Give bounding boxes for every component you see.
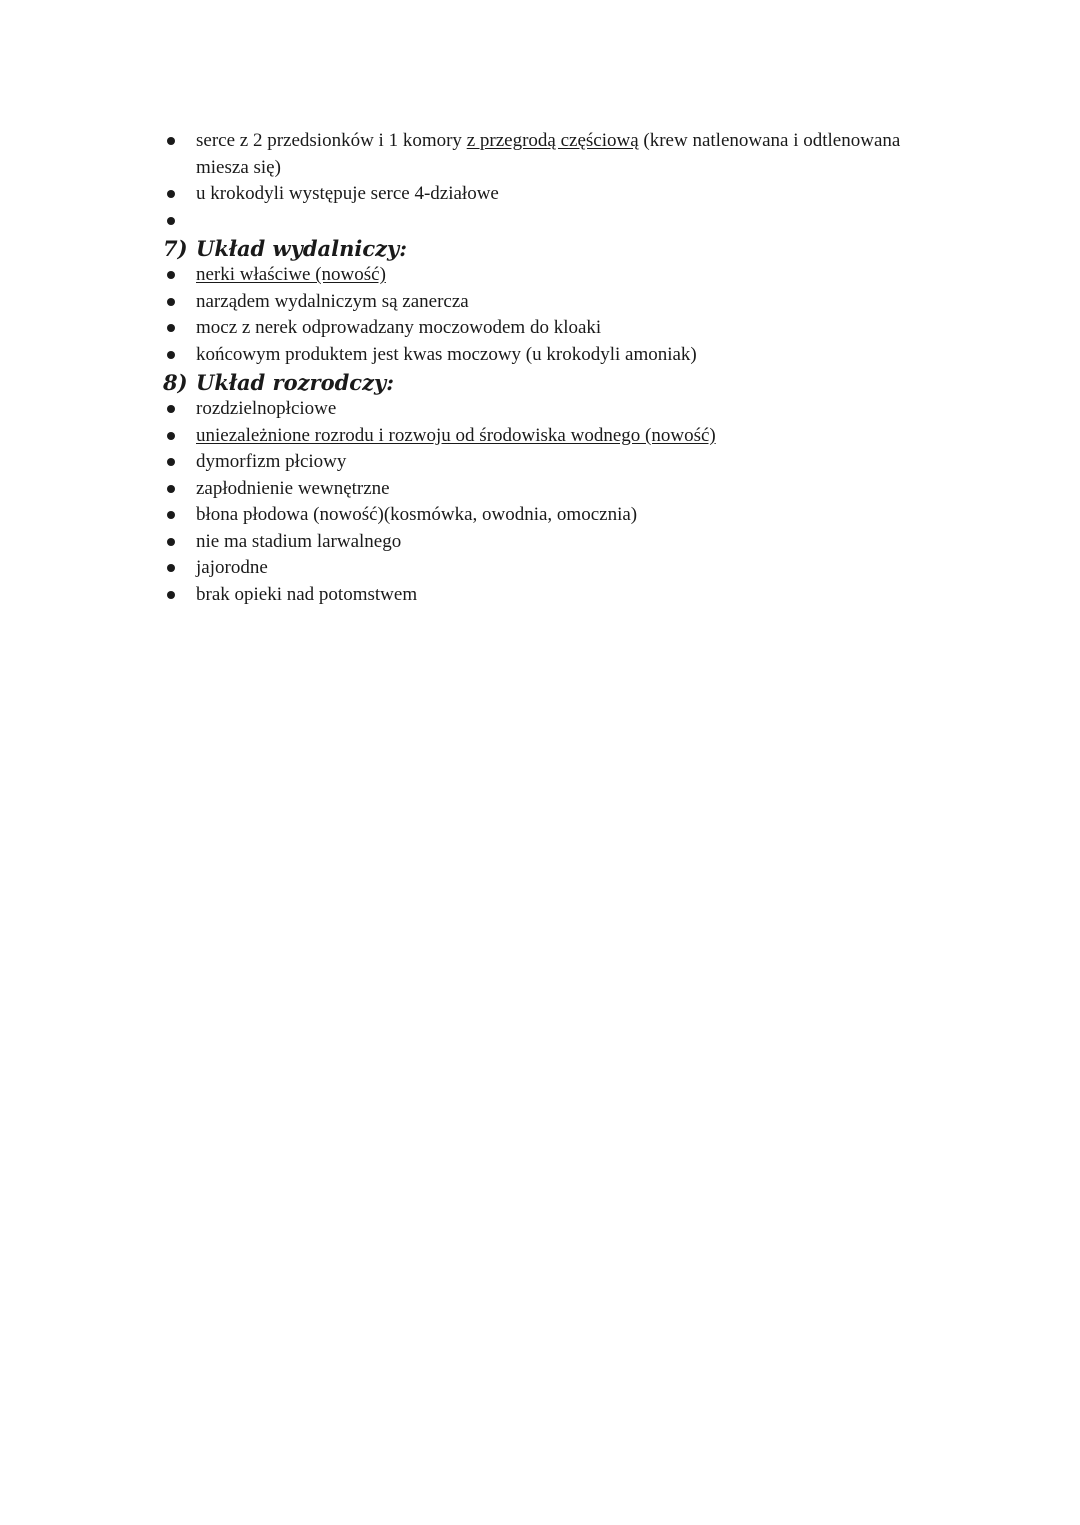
list-item-empty	[163, 208, 923, 235]
section-number: 7)	[163, 236, 188, 261]
list-item-text: mocz z nerek odprowadzany moczowodem do kloaki	[196, 317, 602, 338]
reproductive-list	[163, 396, 923, 608]
notes-block	[163, 128, 923, 608]
bullet-icon	[167, 190, 175, 198]
list-item-text: nerki właściwe (nowość)	[196, 264, 386, 285]
list-item-text: jajorodne	[196, 557, 268, 578]
bullet-icon	[167, 217, 175, 225]
list-item-text: uniezależnione rozrodu i rozwoju od środowiska wodnego (nowość)	[196, 424, 716, 446]
list-item	[163, 342, 923, 369]
bullet-icon	[167, 564, 175, 572]
bullet-icon	[167, 485, 175, 493]
list-item	[163, 289, 923, 316]
list-item-text: u krokodyli występuje serce 4-działowe	[196, 183, 499, 204]
bullet-icon	[167, 432, 175, 440]
bullet-icon	[167, 137, 175, 145]
section-title: Układ rozrodczy:	[196, 370, 394, 395]
list-item	[163, 582, 923, 609]
list-item-text: końcowym produktem jest kwas moczowy (u krokodyli amoniak)	[196, 343, 697, 365]
list-item-text: serce z 2 przedsionków i 1 komory	[196, 130, 467, 151]
list-item	[163, 396, 923, 423]
bullet-icon	[167, 324, 175, 332]
list-item-text: narządem wydalniczym są zanercza	[196, 290, 469, 312]
list-item-text: błona płodowa (nowość)(kosmówka, owodnia, omocznia)	[196, 504, 638, 525]
bullet-icon	[167, 511, 175, 519]
bullet-icon	[167, 591, 175, 599]
bullet-icon	[167, 538, 175, 546]
section-number: 8)	[163, 370, 188, 395]
list-item-underlined-text: z przegrodą częściową	[466, 130, 639, 151]
list-item	[163, 502, 923, 529]
section-title: Układ wydalniczy:	[196, 236, 408, 261]
list-item	[163, 449, 923, 476]
section-heading-reproductive	[163, 369, 923, 396]
bullet-icon	[167, 405, 175, 413]
bullet-icon	[167, 271, 175, 279]
list-item	[163, 476, 923, 503]
list-item-text: dymorfizm płciowy	[196, 451, 347, 472]
list-item-text: brak opieki nad potomstwem	[196, 583, 418, 605]
list-item-crocodile-heart	[163, 181, 923, 208]
section-heading-excretory	[163, 235, 923, 262]
list-item	[163, 315, 923, 342]
list-item	[163, 262, 923, 289]
list-item-heart	[163, 128, 923, 181]
list-item-text: (krew natlenowana i odtlenowana miesza się)	[196, 130, 901, 178]
list-item	[163, 529, 923, 556]
list-item-text: rozdzielnopłciowe	[196, 398, 337, 419]
bullet-icon	[167, 351, 175, 359]
list-item	[163, 555, 923, 582]
excretory-list	[163, 262, 923, 368]
bullet-icon	[167, 458, 175, 466]
list-item-text: zapłodnienie wewnętrzne	[196, 477, 390, 499]
list-item-text: nie ma stadium larwalnego	[196, 530, 402, 552]
list-item	[163, 423, 923, 450]
bullet-icon	[167, 298, 175, 306]
